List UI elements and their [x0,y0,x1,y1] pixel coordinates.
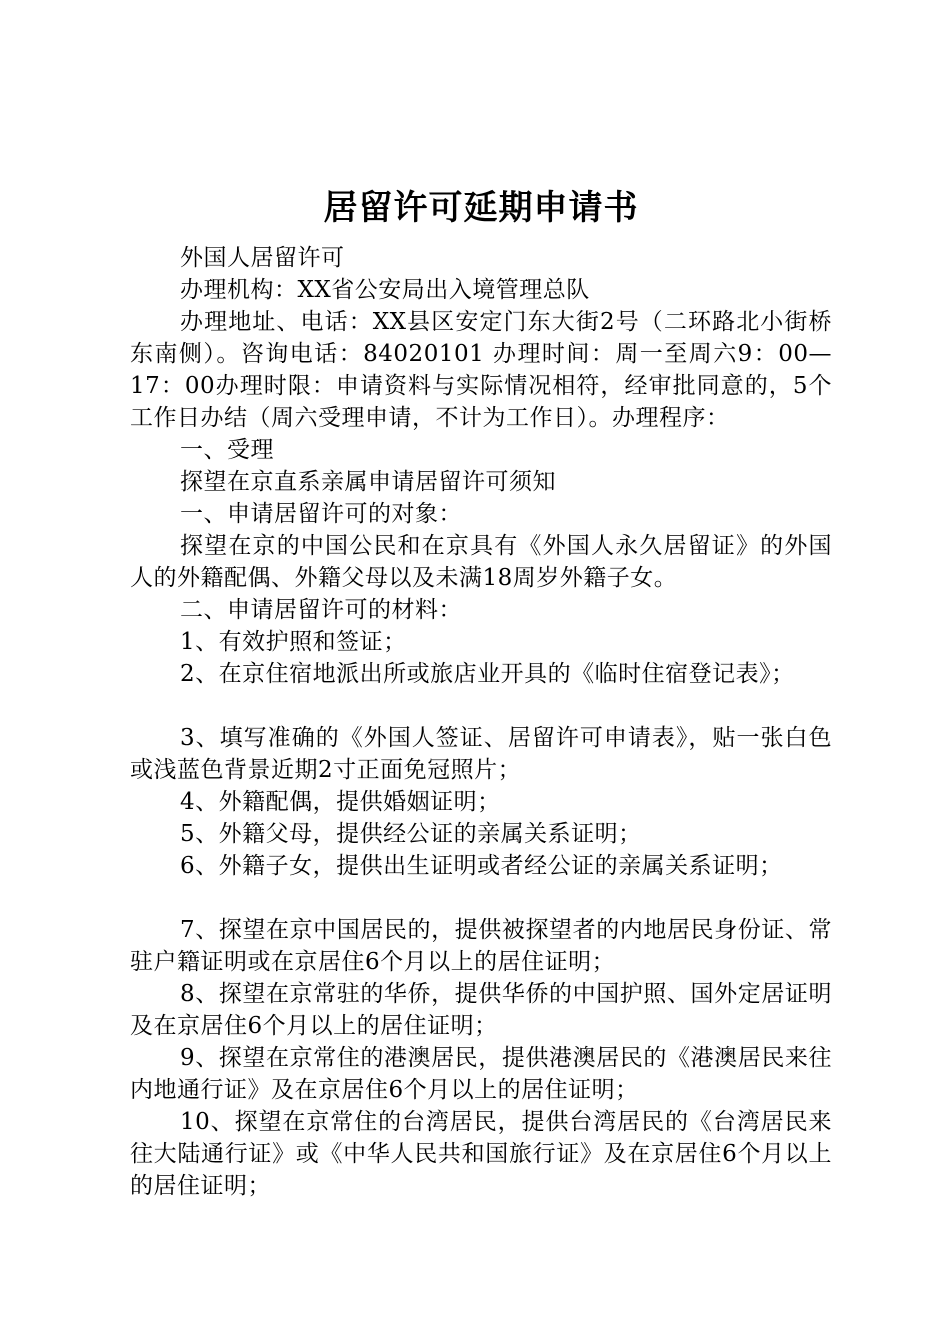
list-item-material-3: 3、填写准确的《外国人签证、居留许可申请表》，贴一张白色或浅蓝色背景近期2寸正面免冠照片； [130,725,832,783]
paragraph-section-materials: 二、申请居留许可的材料： [180,597,462,623]
paragraph-section-applicants: 一、申请居留许可的对象： [180,501,462,527]
list-item-material-7: 7、探望在京中国居民的，提供被探望者的内地居民身份证、常驻户籍证明或在京居住6个月以上的居住证明； [130,917,832,975]
list-item-material-6: 6、外籍子女，提供出生证明或者经公证的亲属关系证明； [180,853,783,879]
list-item-material-1: 1、有效护照和签证； [180,629,407,655]
list-item-material-8: 8、探望在京常驻的华侨，提供华侨的中国护照、国外定居证明及在京居住6个月以上的居住证明； [130,981,832,1039]
list-item-material-5: 5、外籍父母，提供经公证的亲属关系证明； [180,821,642,847]
paragraph-applicants-desc: 探望在京的中国公民和在京具有《外国人永久居留证》的外国人的外籍配偶、外籍父母以及未满18周岁外籍子女。 [130,533,832,591]
list-item-material-4: 4、外籍配偶，提供婚姻证明； [180,789,501,815]
paragraph-step-accept: 一、受理 [180,437,274,463]
list-item-material-2: 2、在京住宿地派出所或旅店业开具的《临时住宿登记表》； [180,661,795,687]
paragraph-residence-permit: 外国人居留许可 [180,245,345,271]
document-title: 居留许可延期申请书 [323,188,639,228]
paragraph-agency: 办理机构：XX省公安局出入境管理总队 [180,277,590,303]
paragraph-notice-title: 探望在京直系亲属申请居留许可须知 [180,469,556,495]
document-page [130,186,832,1202]
list-item-material-9: 9、探望在京常住的港澳居民，提供港澳居民的《港澳居民来往内地通行证》及在京居住6个月以上的居住证明； [130,1045,832,1103]
paragraph-address-phone-hours: 办理地址、电话：XX县区安定门东大街2号（二环路北小街桥东南侧）。咨询电话：84020101 办理时间：周一至周六9：00—17：00办理时限：申请资料与实际情况相符，经审批同意的，5个工作日办结（周六受理申请，不计为工作日）。办理程序： [130,309,832,431]
list-item-material-10: 10、探望在京常住的台湾居民，提供台湾居民的《台湾居民来往大陆通行证》或《中华人民共和国旅行证》及在京居住6个月以上的居住证明； [130,1109,832,1199]
